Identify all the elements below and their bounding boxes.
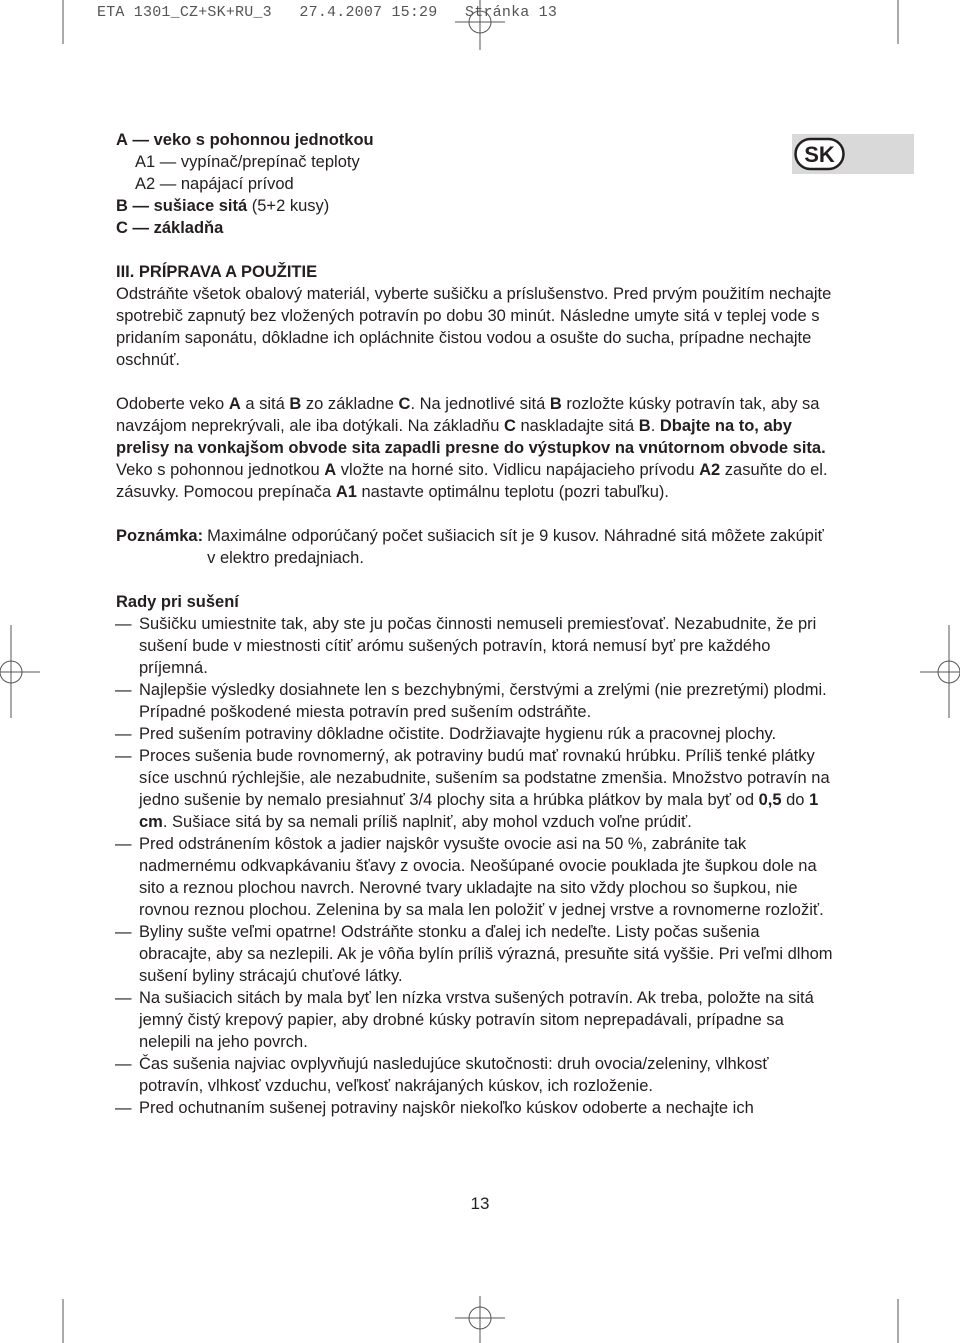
page-content (116, 129, 836, 1119)
note (116, 525, 836, 569)
tips-list (116, 613, 836, 1119)
list-item: — Byliny sušte veľmi opatrne! Odstráňte stonku a ďalej ich nedeľte. Listy počas sušenia obracajte, aby sa nezlepili. Ak je vôňa bylín príliš výrazná, presuňte sitá vyššie. Pri veľmi dlhom sušení byliny strácajú chuťové látky. (116, 921, 836, 987)
note-label: Poznámka: (116, 527, 204, 545)
part-c: C — základňa (116, 219, 224, 237)
list-item: — Na sušiacich sitách by mala byť len nízka vrstva sušených potravín. Ak treba, položte na sitá jemný čistý krepový papier, aby drobné kúsky potravín sitom neprepadávali, prípadne sa nelepili na jeho povrch. (116, 987, 836, 1053)
registration-mark-right (920, 625, 960, 718)
page-number: 13 (470, 1194, 490, 1213)
note-text: Maximálne odporúčaný počet sušiacich sít je 9 kusov. Náhradné sitá môžete zakúpiť v elektro predajniach. (207, 527, 824, 567)
parts-list (116, 129, 836, 239)
part-b: B — sušiace sitá (5+2 kusy) (116, 197, 330, 215)
section-heading: III. PRÍPRAVA A POUŽITIE (116, 263, 318, 281)
language-code: SK (804, 142, 835, 167)
print-slug-line: ETA 1301_CZ+SK+RU_3 27.4.2007 15:29 Stránka 13 (97, 4, 558, 21)
registration-mark-bottom (455, 1296, 505, 1343)
usage-paragraph: Odoberte veko A a sitá B zo základne C. Na jednotlivé sitá B rozložte kúsky potravín tak, aby sa navzájom neprekrývali, ale iba dotýkali. Na základňu C naskladajte sitá B. Dbajte na to, aby prelisy na vonkajšom obvode sita zapadli presne do výstupkov na vnútornom obvode sita. Veko s pohonnou jednotkou A vložte na horné sito. Vidlicu napájacieho prívodu A2 zasuňte do el. zásuvky. Pomocou prepínača A1 nastavte optimálnu teplotu (pozri tabuľku). (116, 395, 828, 501)
list-item: — Najlepšie výsledky dosiahnete len s bezchybnými, čerstvými a zrelými (nie prezretými) plodmi. Prípadné poškodené miesta potravín pred sušením odstráňte. (116, 679, 836, 723)
list-item: — Čas sušenia najviac ovplyvňujú nasledujúce skutočnosti: druh ovocia/zeleniny, vlhkosť potravín, vlhkosť vzduchu, veľkosť nakrájaných kúskov, ich rozloženie. (116, 1053, 836, 1097)
list-item: — Pred ochutnaním sušenej potraviny najskôr niekoľko kúskov odoberte a nechajte ich (116, 1097, 836, 1119)
preparation-paragraph: Odstráňte všetok obalový materiál, vyberte sušičku a príslušenstvo. Pred prvým použitím nechajte spotrebič zapnutý bez vložených potravín po dobu 30 minút. Následne umyte sitá v teplej vode s pridaním saponátu, dôkladne ich opláchnite čistou vodou a osušte do sucha, prípadne nechajte oschnúť. (116, 285, 832, 369)
registration-mark-left (0, 625, 40, 718)
list-item: — Pred odstránením kôstok a jadier najskôr vysušte ovocie asi na 50 %, zabránite tak nadmernému odkvapkávaniu šťavy z ovocia. Neošúpané ovocie pouklada jte šupkou dole na sito a reznou plochou navrch. Nerovné tvary ukladajte na sito vždy plochou so šupkou, nie rovnou reznou plochou. Zelenina by sa mala len položiť v jednej vrstve a rovnomerne rozložiť. (116, 833, 836, 921)
part-a2: A2 — napájací prívod (135, 175, 294, 193)
list-item: — Pred sušením potraviny dôkladne očistite. Dodržiavajte hygienu rúk a pracovnej plochy. (116, 723, 836, 745)
tips-heading: Rady pri sušení (116, 593, 239, 611)
part-a: A — veko s pohonnou jednotkou (116, 131, 374, 149)
list-item: — Sušičku umiestnite tak, aby ste ju počas činnosti nemuseli premiesťovať. Nezabudnite, že pri sušení bude v miestnosti cítiť arómu sušených potravín, ktorá nemusí byť pre každého príjemná. (116, 613, 836, 679)
list-item: — Proces sušenia bude rovnomerný, ak potraviny budú mať rovnakú hrúbku. Príliš tenké plátky síce uschnú rýchlejšie, ale nezabudnite, sušením sa podstatne zmenšia. Množstvo potravín na jedno sušenie by nemalo presiahnuť 3/4 plochy sita a hrúbka plátkov by mala byť od 0,5 do 1 cm. Sušiace sitá by sa nemali príliš naplniť, aby mohol vzduch voľne prúdiť. (116, 745, 836, 833)
part-a1: A1 — vypínač/prepínač teploty (135, 153, 360, 171)
